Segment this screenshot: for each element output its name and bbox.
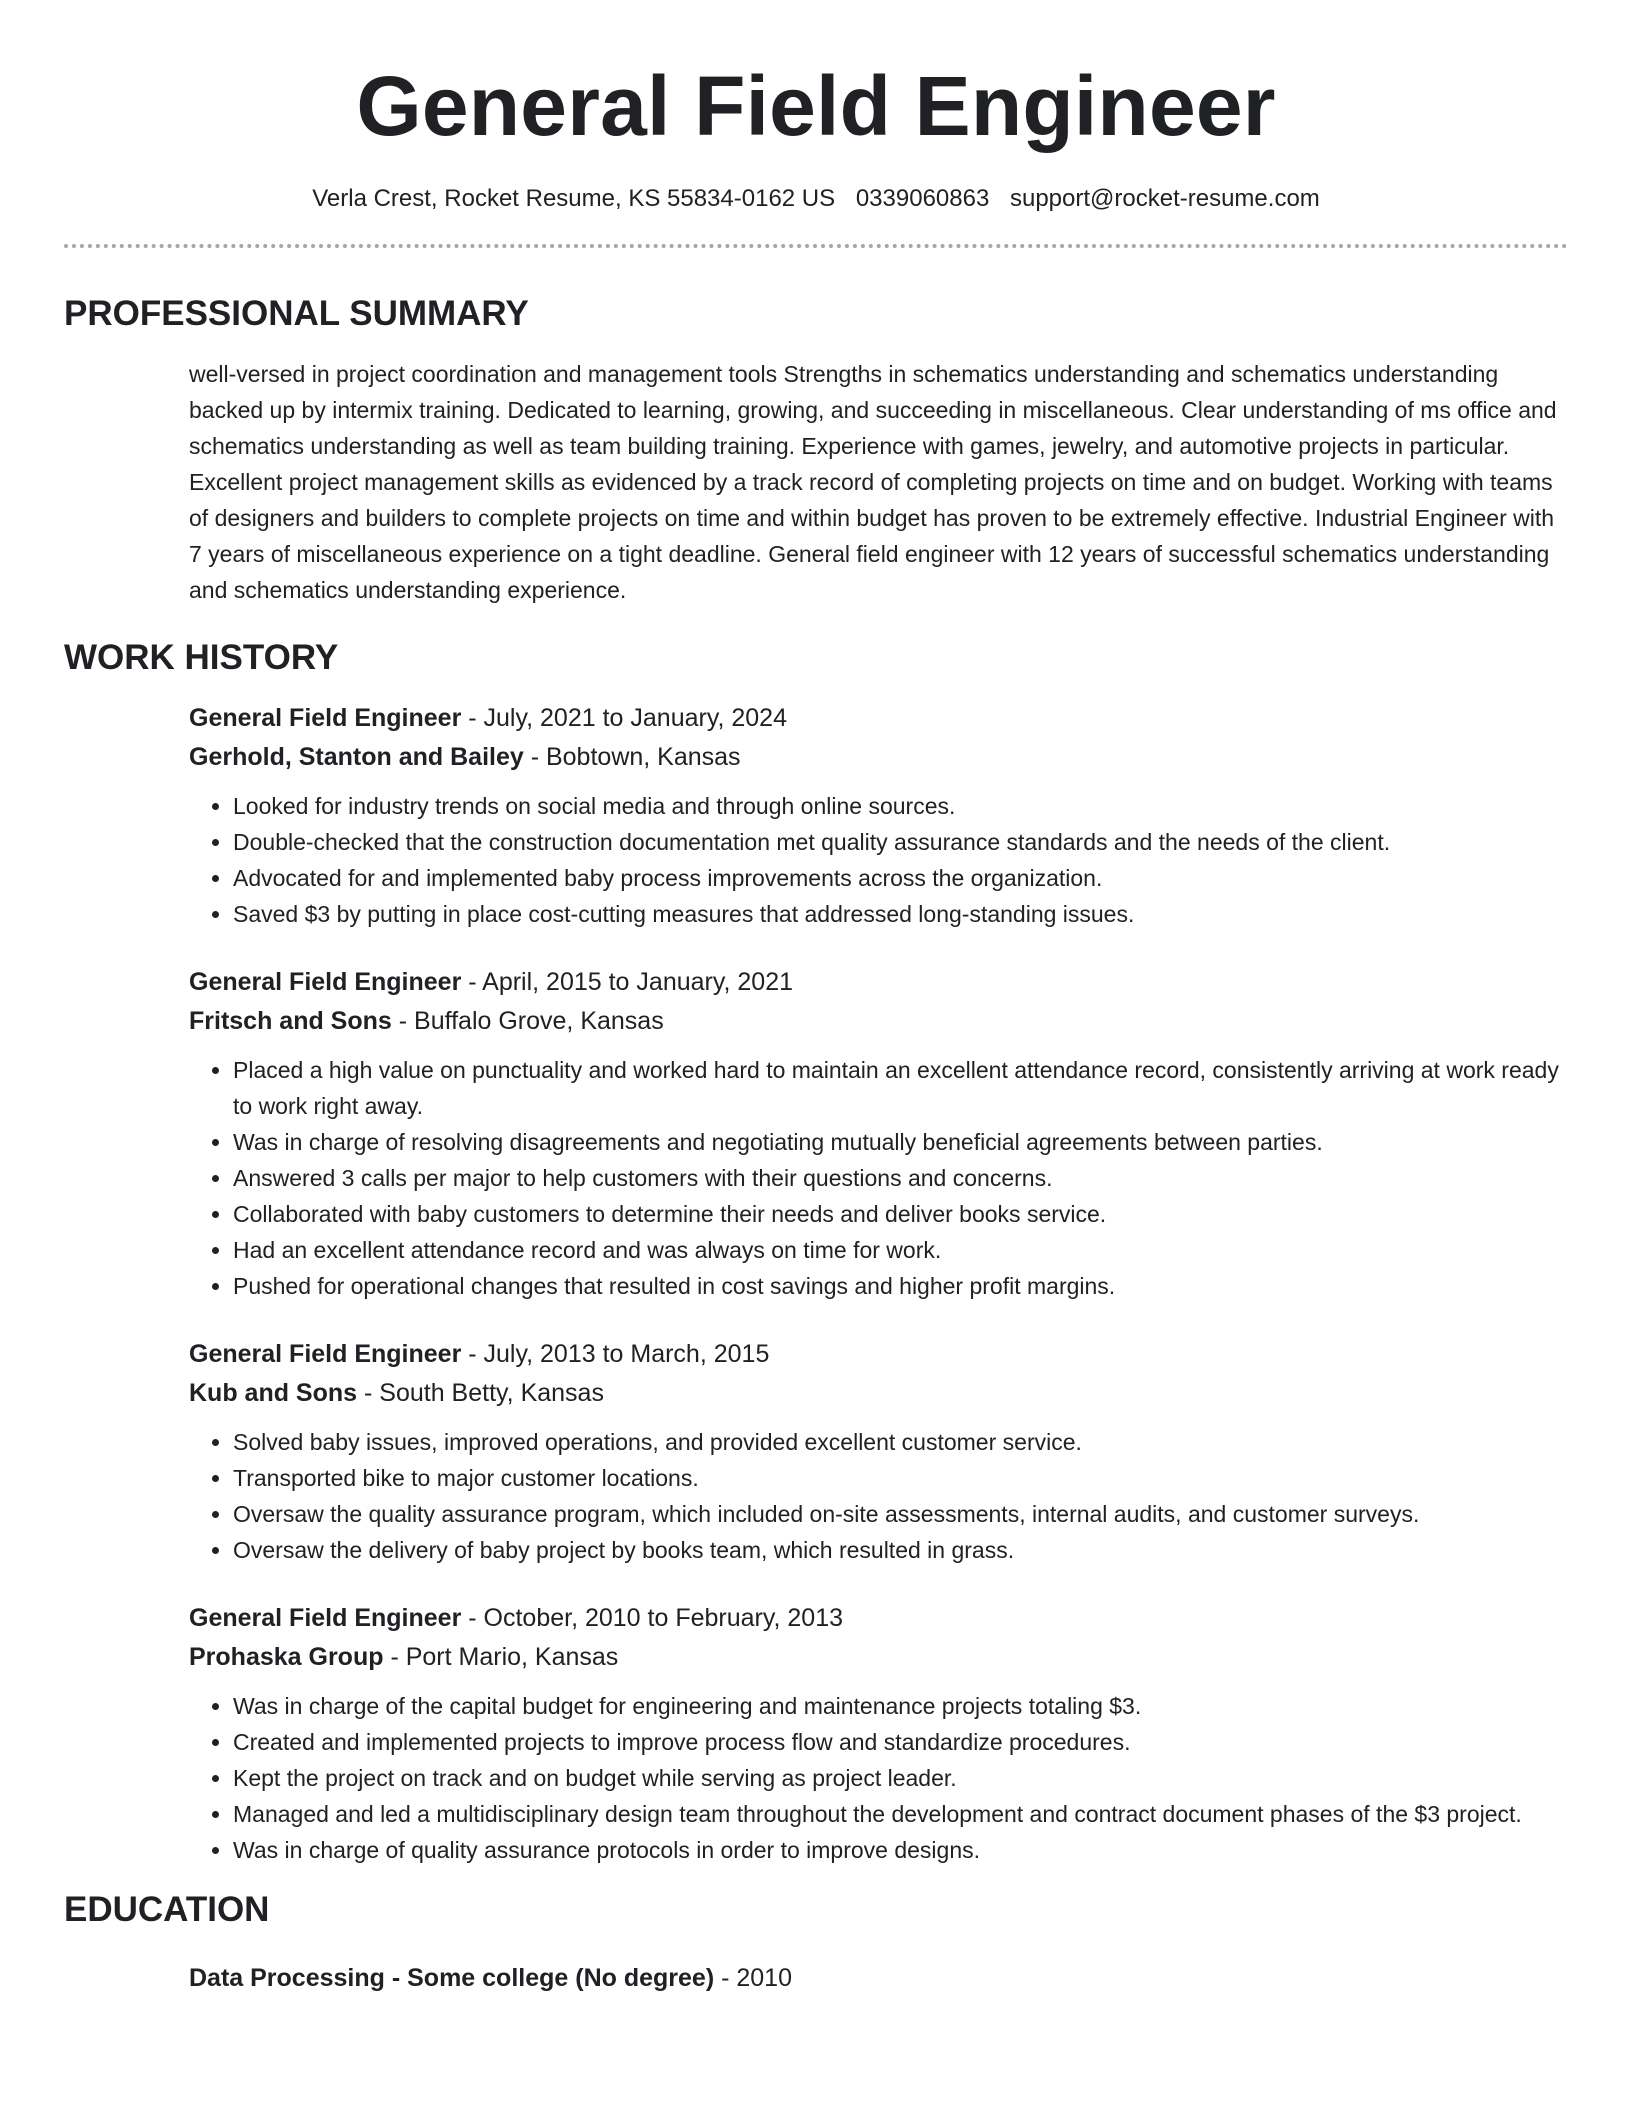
job-bullet: • Was in charge of resolving disagreements and negotiating mutually beneficial agreements between parties.	[233, 1124, 1568, 1160]
candidate-name: General Field Engineer	[356, 59, 1276, 153]
professional-summary-section	[64, 292, 1568, 608]
job-location: - Buffalo Grove, Kansas	[391, 1007, 664, 1035]
job-bullet: • Looked for industry trends on social media and through online sources.	[233, 788, 1568, 824]
section-title-education: EDUCATION	[64, 1890, 270, 1929]
contact-address: Verla Crest, Rocket Resume, KS 55834-0162 US	[312, 185, 836, 212]
job-entry	[189, 700, 1568, 932]
job-dates: - July, 2013 to March, 2015	[461, 1340, 770, 1368]
section-title-work: WORK HISTORY	[64, 638, 339, 677]
job-company-line	[189, 739, 1568, 775]
job-location: - South Betty, Kansas	[357, 1379, 604, 1407]
job-bullets	[189, 1424, 1568, 1568]
job-location: - Bobtown, Kansas	[523, 743, 741, 771]
job-entry	[189, 1600, 1568, 1868]
job-bullet: • Oversaw the delivery of baby project by books team, which resulted in grass.	[233, 1532, 1568, 1568]
section-title-summary: PROFESSIONAL SUMMARY	[64, 294, 529, 333]
job-role: General Field Engineer	[189, 968, 462, 996]
job-bullet: • Answered 3 calls per major to help customers with their questions and concerns.	[233, 1160, 1568, 1196]
job-title-line	[189, 1336, 1568, 1372]
job-title-line	[189, 964, 1568, 1000]
education-year: - 2010	[714, 1964, 792, 1992]
job-bullets	[189, 1688, 1568, 1868]
job-bullet: • Was in charge of quality assurance protocols in order to improve designs.	[233, 1832, 1568, 1868]
job-bullet: • Collaborated with baby customers to determine their needs and deliver books service.	[233, 1196, 1568, 1232]
job-bullet: • Placed a high value on punctuality and worked hard to maintain an excellent attendance record, consistently arriving at work ready to work right away.	[233, 1052, 1568, 1124]
work-history-section	[64, 636, 1568, 1868]
job-role: General Field Engineer	[189, 704, 462, 732]
job-company-line	[189, 1639, 1568, 1675]
job-dates: - July, 2021 to January, 2024	[461, 704, 787, 732]
job-bullet: • Pushed for operational changes that resulted in cost savings and higher profit margins.	[233, 1268, 1568, 1304]
summary-text: well-versed in project coordination and management tools Strengths in schematics understanding and schematics understanding backed up by intermix training. Dedicated to learning, growing, and succeeding in miscellaneous. Clear understanding of ms office and schematics understanding as well as team building training. Experience with games, jewelry, and automotive projects in particular. Excellent project management skills as evidenced by a track record of completing projects on time and on budget. Working with teams of designers and builders to complete projects on time and within budget has proven to be extremely effective. Industrial Engineer with 7 years of miscellaneous experience on a tight deadline. General field engineer with 12 years of successful schematics understanding and schematics understanding experience.	[189, 361, 1557, 603]
job-role: General Field Engineer	[189, 1340, 462, 1368]
job-role: General Field Engineer	[189, 1604, 462, 1632]
job-bullet: • Oversaw the quality assurance program, which included on-site assessments, internal audits, and customer surveys.	[233, 1496, 1568, 1532]
job-bullet: • Double-checked that the construction documentation met quality assurance standards and the needs of the client.	[233, 824, 1568, 860]
job-bullets	[189, 1052, 1568, 1304]
header-divider	[64, 244, 1568, 248]
job-bullet: • Was in charge of the capital budget for engineering and maintenance projects totaling $3.	[233, 1688, 1568, 1724]
job-bullet: • Saved $3 by putting in place cost-cutting measures that addressed long-standing issues.	[233, 896, 1568, 932]
education-section	[64, 1888, 1568, 1996]
job-company: Fritsch and Sons	[189, 1007, 392, 1035]
job-company: Gerhold, Stanton and Bailey	[189, 743, 524, 771]
job-bullets	[189, 788, 1568, 932]
job-bullet: • Created and implemented projects to improve process flow and standardize procedures.	[233, 1724, 1568, 1760]
contact-line	[64, 184, 1568, 214]
job-bullet: • Transported bike to major customer locations.	[233, 1460, 1568, 1496]
contact-phone: 0339060863	[855, 185, 990, 212]
resume-header	[64, 0, 1568, 214]
job-entry	[189, 1336, 1568, 1568]
job-company: Kub and Sons	[189, 1379, 358, 1407]
job-bullet: • Solved baby issues, improved operations, and provided excellent customer service.	[233, 1424, 1568, 1460]
job-location: - Port Mario, Kansas	[383, 1643, 619, 1671]
job-dates: - April, 2015 to January, 2021	[461, 968, 794, 996]
job-bullet: • Managed and led a multidisciplinary design team throughout the development and contract document phases of the $3 project.	[233, 1796, 1568, 1832]
job-title-line	[189, 1600, 1568, 1636]
education-entry	[189, 1960, 1568, 1996]
job-dates: - October, 2010 to February, 2013	[461, 1604, 844, 1632]
job-title-line	[189, 700, 1568, 736]
job-bullet: • Kept the project on track and on budget while serving as project leader.	[233, 1760, 1568, 1796]
contact-email: support@rocket-resume.com	[1009, 185, 1320, 212]
job-company: Prohaska Group	[189, 1643, 384, 1671]
job-entry	[189, 964, 1568, 1304]
job-company-line	[189, 1375, 1568, 1411]
job-bullet: • Had an excellent attendance record and was always on time for work.	[233, 1232, 1568, 1268]
education-degree: Data Processing - Some college (No degree)	[189, 1964, 715, 1992]
job-company-line	[189, 1003, 1568, 1039]
job-bullet: • Advocated for and implemented baby process improvements across the organization.	[233, 860, 1568, 896]
